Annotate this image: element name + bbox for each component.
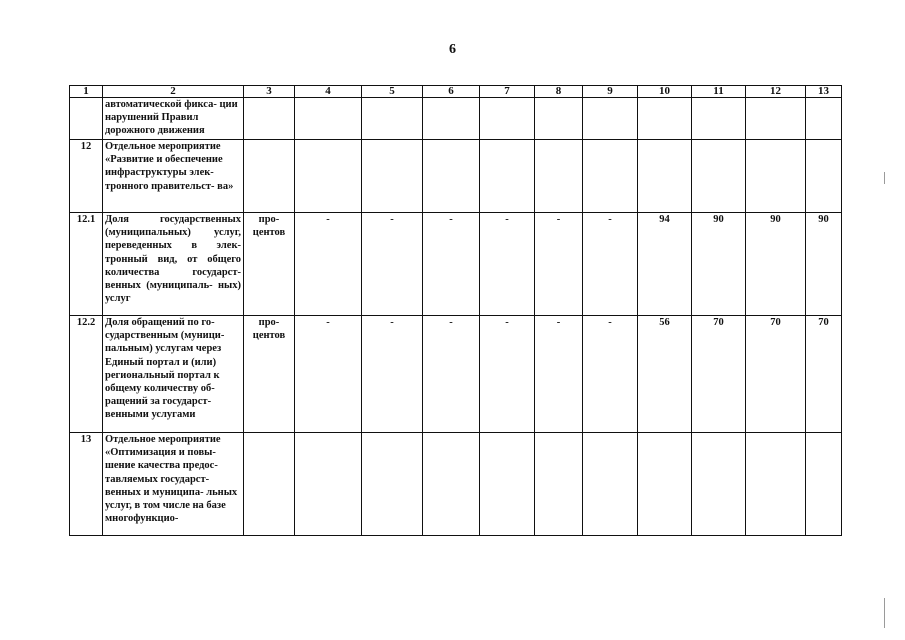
indicator-name: Доля государственных (муниципальных) услуг, переведенных в элек- тронный вид, от общего количества государст- венных (муниципаль- ных) услуг [103,213,244,316]
header-cell: 9 [583,86,638,98]
value-cell [638,98,692,140]
value-cell: 56 [638,316,692,433]
value-cell [638,433,692,536]
value-cell: - [535,316,583,433]
header-cell: 4 [295,86,362,98]
value-cell [362,433,423,536]
value-cell [480,98,535,140]
value-cell [692,140,746,213]
header-cell: 2 [103,86,244,98]
row-number [70,98,103,140]
indicator-name: автоматической фикса- ции нарушений Правил дорожного движения [103,98,244,140]
value-cell: - [583,213,638,316]
header-cell: 13 [806,86,842,98]
page-number: 6 [449,42,456,57]
value-cell [535,140,583,213]
unit-cell [244,433,295,536]
scan-edge-mark [884,172,885,184]
table-row [70,433,842,536]
value-cell [535,433,583,536]
value-cell [746,433,806,536]
table-row [70,316,842,433]
value-cell [362,140,423,213]
indicator-name: Отдельное мероприятие «Оптимизация и повы- шение качества предос- тавляемых государст- венных и муниципа- льных услуг, в том числе на базе многофункцио- [103,433,244,536]
indicators-table [69,85,842,536]
value-cell: - [295,213,362,316]
value-cell: - [362,316,423,433]
value-cell [692,433,746,536]
value-cell [583,98,638,140]
header-cell: 6 [423,86,480,98]
value-cell: - [423,316,480,433]
value-cell [295,140,362,213]
value-cell: 90 [746,213,806,316]
value-cell: - [480,316,535,433]
value-cell: - [362,213,423,316]
value-cell: 94 [638,213,692,316]
unit-cell [244,98,295,140]
value-cell: - [583,316,638,433]
value-cell [806,140,842,213]
table-row [70,98,842,140]
value-cell: - [295,316,362,433]
table-row [70,140,842,213]
header-cell: 12 [746,86,806,98]
value-cell [746,140,806,213]
indicator-name: Отдельное мероприятие «Развитие и обеспечение инфраструктуры элек- тронного правительст- ва» [103,140,244,213]
value-cell [746,98,806,140]
header-cell: 7 [480,86,535,98]
header-cell: 11 [692,86,746,98]
value-cell: - [480,213,535,316]
value-cell [480,140,535,213]
indicator-name: Доля обращений по го- сударственным (муници- пальным) услугам через Единый портал и (или) региональный портал к общему количеству об- ращений за государст- венными услугами [103,316,244,433]
table-header-row [70,86,842,98]
value-cell: 90 [806,213,842,316]
value-cell [806,98,842,140]
value-cell: - [535,213,583,316]
table-row [70,213,842,316]
value-cell [480,433,535,536]
header-cell: 10 [638,86,692,98]
scan-edge-mark [884,598,885,628]
unit-cell: про- центов [244,316,295,433]
value-cell [295,433,362,536]
value-cell: 70 [692,316,746,433]
value-cell [535,98,583,140]
row-number: 12 [70,140,103,213]
value-cell [806,433,842,536]
value-cell: 70 [806,316,842,433]
row-number: 12.2 [70,316,103,433]
value-cell [423,98,480,140]
unit-cell: про- центов [244,213,295,316]
value-cell: 70 [746,316,806,433]
header-cell: 8 [535,86,583,98]
value-cell [295,98,362,140]
row-number: 12.1 [70,213,103,316]
value-cell [638,140,692,213]
value-cell: - [423,213,480,316]
header-cell: 5 [362,86,423,98]
value-cell [362,98,423,140]
value-cell [692,98,746,140]
value-cell [423,433,480,536]
value-cell [583,140,638,213]
header-cell: 3 [244,86,295,98]
value-cell [583,433,638,536]
value-cell [423,140,480,213]
unit-cell [244,140,295,213]
row-number: 13 [70,433,103,536]
value-cell: 90 [692,213,746,316]
header-cell: 1 [70,86,103,98]
